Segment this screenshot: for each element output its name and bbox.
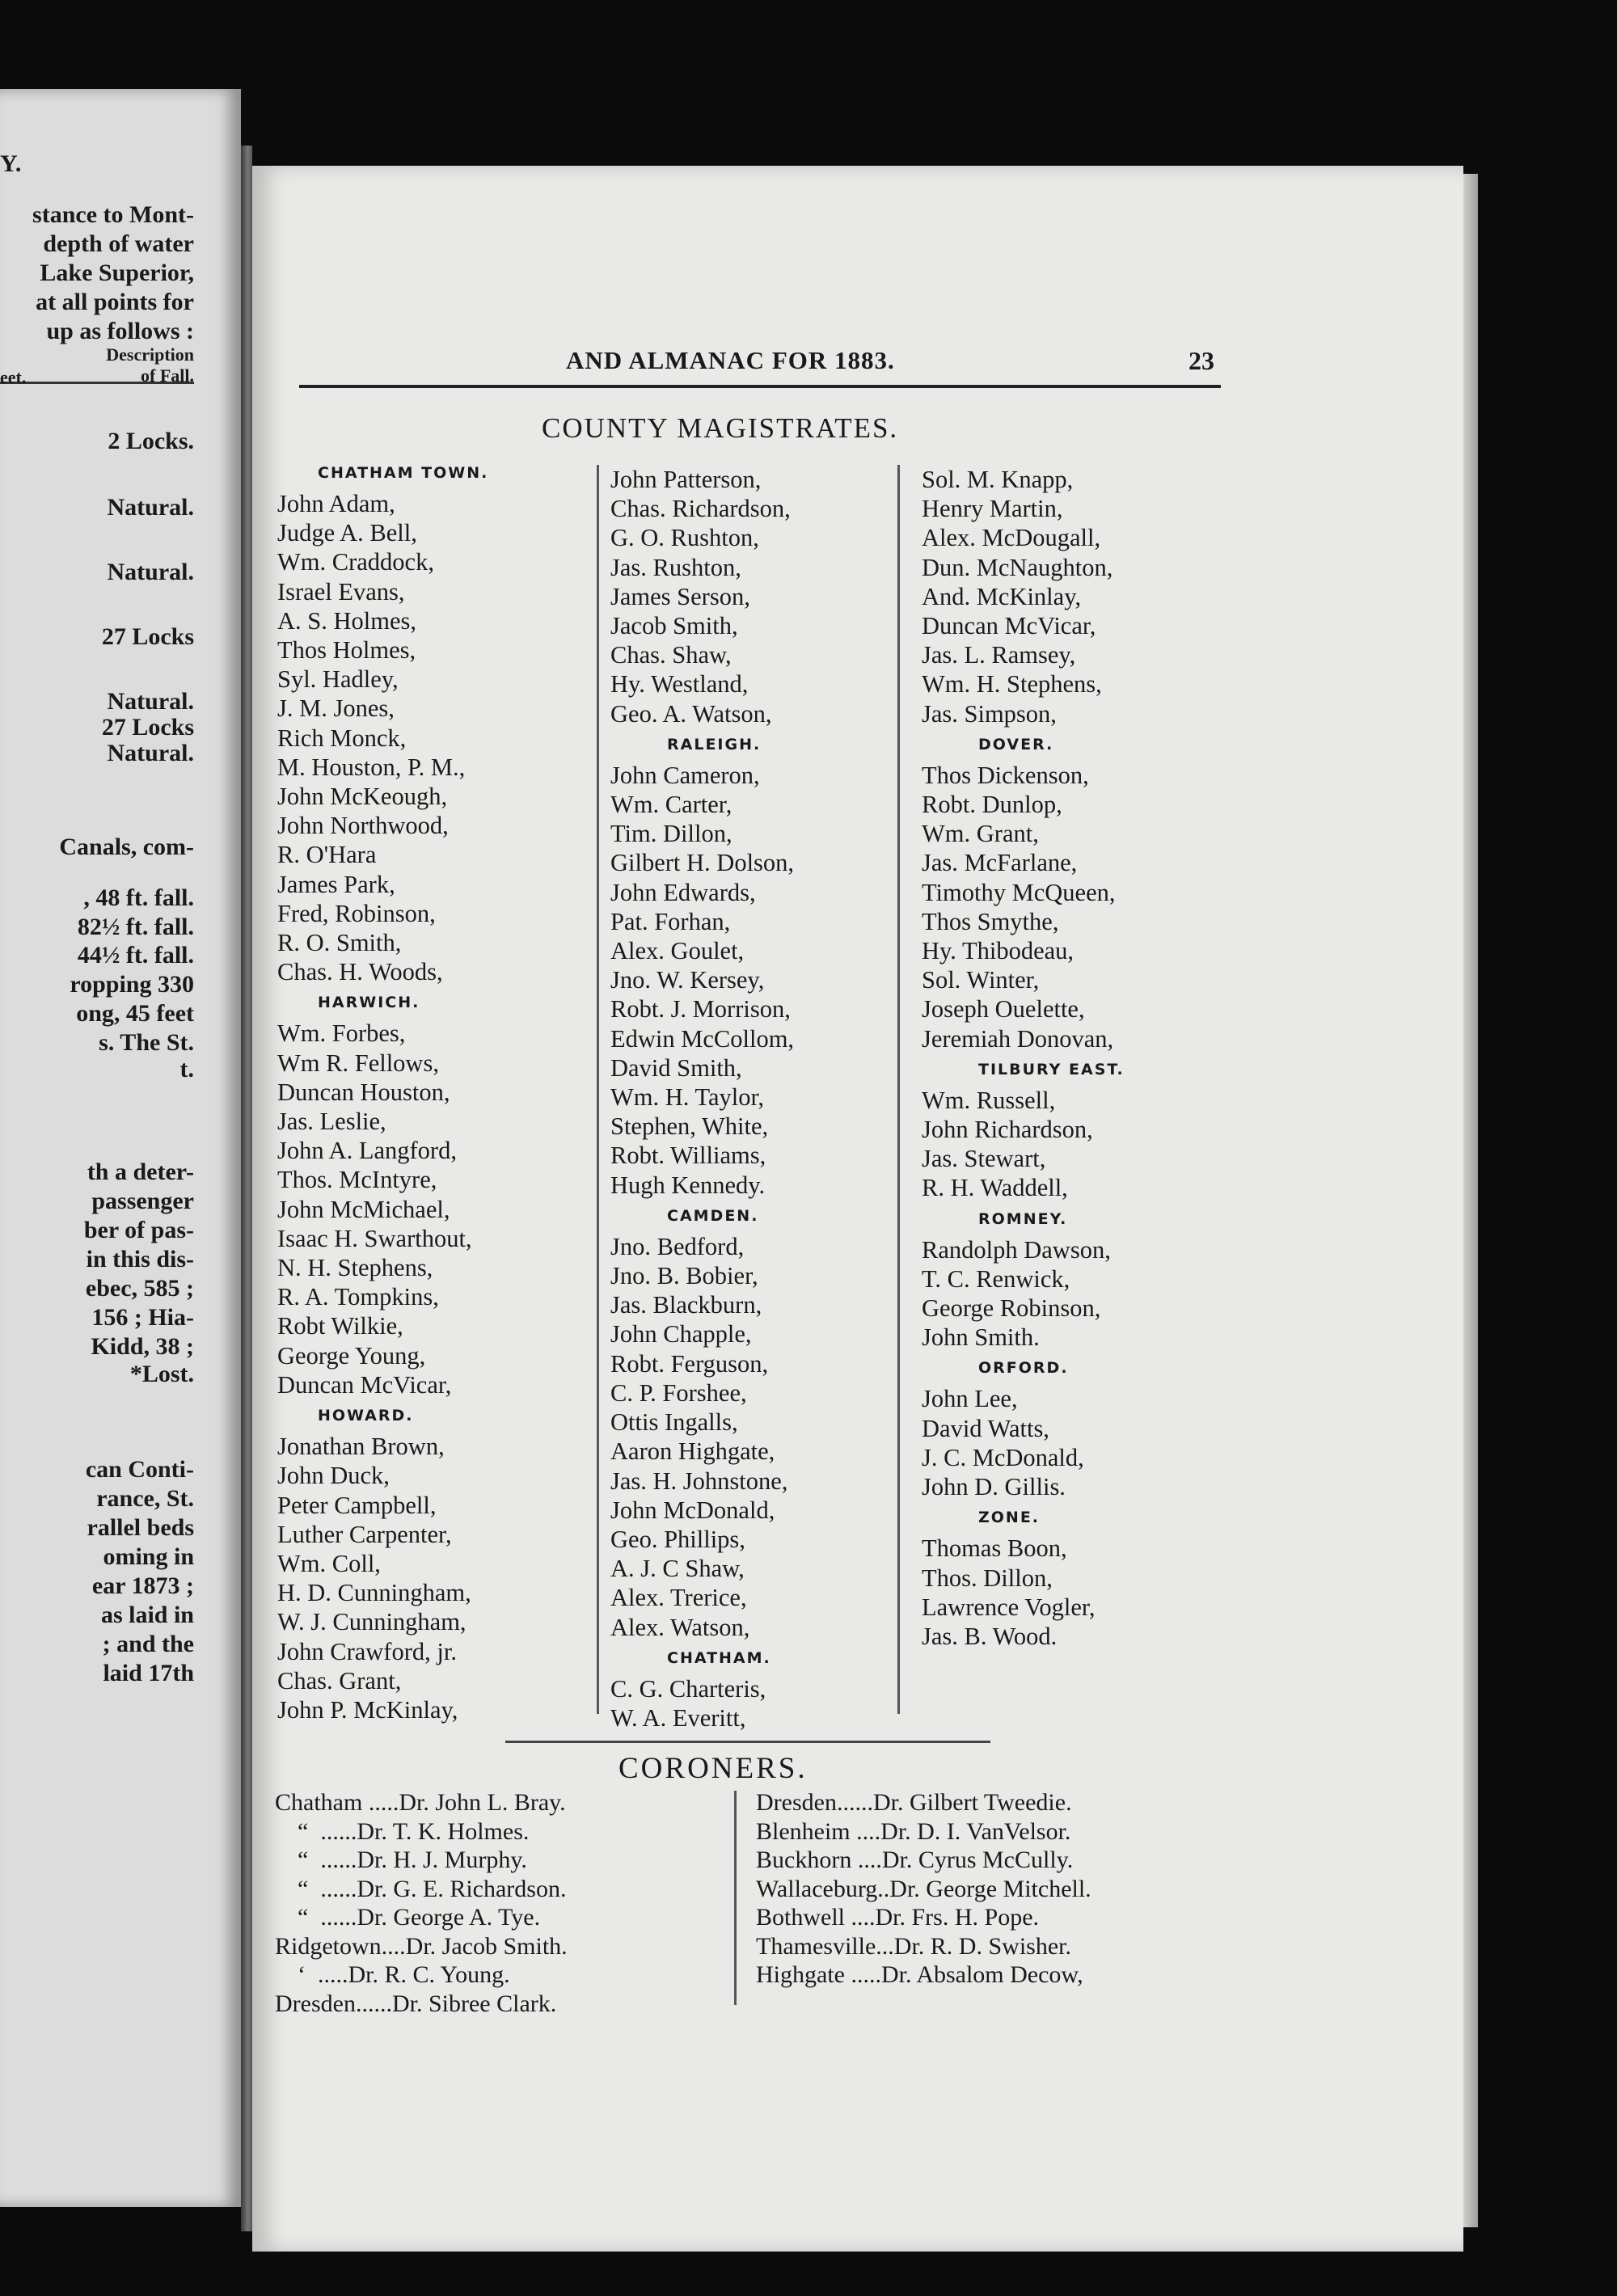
magistrates-column-1 [277,457,488,1724]
coroner-place: Ridgetown [275,1932,382,1960]
magistrates-column-3 [922,465,1125,1651]
magistrate-name: Jacob Smith, [610,612,738,640]
left-page-line: stance to Mont- [32,201,194,228]
left-page-line: in this dis- [86,1246,194,1273]
left-page-line: 44½ ft. fall. [77,942,194,969]
township-heading: HARWICH. [318,994,420,1012]
magistrate-name: Thos Dickenson, [922,761,1089,789]
left-page-line: rallel beds [87,1514,194,1541]
coroner-row [756,1960,1091,1990]
magistrate-name: John Crawford, jr. [277,1637,457,1665]
magistrate-name: Wm. Russell, [922,1086,1056,1114]
township-heading: ROMNEY. [978,1209,1068,1228]
magistrate-name: A. J. C Shaw, [610,1555,745,1583]
magistrate-name: Chas. Shaw, [610,641,732,669]
magistrate-name: Luther Carpenter, [277,1520,452,1548]
coroners-right-list [756,1788,1091,1990]
magistrate-name: Sol. M. Knapp, [922,466,1074,493]
coroner-place: Chatham [275,1789,363,1816]
coroner-name: Dr. John L. Bray. [399,1789,566,1816]
leader-dots: ..... [362,1789,399,1816]
magistrate-name: Jno. Bedford, [610,1232,745,1260]
magistrate-name: John Patterson, [610,466,762,493]
magistrate-name: Hy. Westland, [610,670,749,699]
coroner-name: Dr. Gilbert Tweedie. [872,1789,1072,1816]
left-page-line: laid 17th [103,1660,194,1686]
magistrate-name: Jas. L. Ramsey, [922,641,1076,669]
coroner-row [275,1846,568,1875]
magistrate-name: John McDonald, [610,1496,775,1524]
left-page-line: t. [179,1056,194,1083]
magistrate-name: Jas. Stewart, [922,1145,1046,1173]
coroner-row [275,1932,568,1961]
left-page-line: Lake Superior, [40,260,194,286]
left-page-line: 2 Locks. [108,428,194,454]
magistrate-name: Wm. Carter, [610,791,733,819]
magistrate-name: W. A. Everitt, [610,1703,746,1732]
magistrate-name: Syl. Hadley, [277,665,399,694]
magistrate-name: George Young, [277,1341,426,1370]
magistrate-name: Duncan Houston, [277,1078,450,1106]
coroner-row [756,1932,1091,1961]
coroner-name: Dr. T. K. Holmes. [357,1817,530,1845]
magistrate-name: George Robinson, [922,1294,1101,1323]
left-page-line: can Conti- [85,1456,194,1483]
coroner-place: “ [298,1904,309,1931]
magistrate-name: Timothy McQueen, [922,878,1116,906]
magistrate-name: R. O. Smith, [277,929,402,957]
left-page-line: Natural. [107,494,194,521]
magistrate-name: C. G. Charteris, [610,1674,766,1703]
township-heading: CHATHAM TOWN. [318,464,489,482]
leader-dots: ...... [355,1990,392,2017]
leader-dots: .... [845,1904,876,1931]
magistrate-name: Stephen, White, [610,1112,769,1141]
left-page-line: Natural. [107,559,194,585]
magistrate-name: Thos Holmes, [277,636,416,665]
magistrate-name: Wm. Forbes, [277,1019,406,1048]
magistrate-name: Jas. Simpson, [922,699,1057,728]
magistrate-name: Lawrence Vogler, [922,1593,1096,1621]
left-page-line: s. The St. [99,1029,194,1056]
magistrate-name: John Duck, [277,1462,390,1490]
magistrate-name: Thos. McIntyre, [277,1166,437,1194]
leader-dots: .... [381,1932,406,1960]
township-heading: RALEIGH. [667,735,762,753]
leader-dots: ...... [308,1875,357,1902]
magistrate-name: Hugh Kennedy. [610,1171,766,1199]
township-heading: TILBURY EAST. [978,1060,1125,1078]
leader-dots: ..... [306,1961,348,1988]
coroner-name: Dr. R. C. Young. [348,1961,510,1988]
magistrate-name: G. O. Rushton, [610,524,759,552]
coroner-row [756,1817,1091,1847]
magistrate-name: Jno. B. Bobier, [610,1262,758,1290]
left-page-line: of Fall. [141,365,194,386]
magistrate-name: John Chapple, [610,1320,752,1348]
township-heading: CAMDEN. [667,1206,759,1225]
left-page-line: th a deter- [87,1159,194,1185]
magistrate-name: Chas. H. Woods, [277,958,443,986]
left-page-line: as laid in [100,1602,194,1628]
magistrate-name: David Watts, [922,1414,1049,1442]
left-page-line: *Lost. [129,1361,194,1387]
magistrate-name: Jas. B. Wood. [922,1622,1058,1650]
coroner-row [756,1846,1091,1875]
magistrate-name: Thomas Boon, [922,1534,1067,1563]
leader-dots: .. [877,1875,890,1902]
left-page-line: 27 Locks [101,623,194,650]
left-page-line: depth of water [43,230,194,257]
magistrate-name: M. Houston, P. M., [277,753,466,781]
column-divider [897,465,900,1714]
magistrate-name: Jno. W. Kersey, [610,966,765,994]
leader-dots: ...... [308,1904,357,1931]
coroner-row [275,1788,568,1817]
magistrate-name: Alex. Trerice, [610,1584,747,1612]
magistrate-name: R. A. Tompkins, [277,1283,439,1311]
magistrate-name: Jonathan Brown, [277,1433,445,1461]
magistrate-name: Wm. Coll, [277,1549,381,1577]
magistrate-name: C. P. Forshee, [610,1378,747,1407]
coroner-place: Wallaceburg [756,1875,878,1902]
running-head: AND ALMANAC FOR 1883. [566,346,895,374]
magistrate-name: Jas. McFarlane, [922,849,1078,877]
magistrate-name: Israel Evans, [277,577,405,606]
township-heading: DOVER. [978,735,1054,753]
left-page-line: ear 1873 ; [91,1572,194,1599]
magistrate-name: R. O'Hara [277,841,377,869]
coroner-name: Dr. George Mitchell. [889,1875,1091,1902]
coroners-divider [734,1791,737,2005]
magistrate-name: Sol. Winter, [922,966,1040,994]
column-divider [597,465,599,1714]
magistrate-name: Alex. McDougall, [922,524,1101,552]
magistrate-name: Rich Monck, [277,724,407,752]
coroner-name: Dr. Sibree Clark. [391,1990,557,2017]
coroner-row [275,1960,568,1990]
coroner-name: Dr. G. E. Richardson. [357,1875,567,1902]
magistrate-name: John Edwards, [610,878,756,906]
magistrate-name: John A. Langford, [277,1137,457,1165]
magistrate-name: Wm. H. Stephens, [922,670,1102,699]
left-page-line: 156 ; Hia- [91,1304,194,1331]
coroner-name: Dr. Frs. H. Pope. [875,1904,1040,1931]
magistrate-name: Thos Smythe, [922,907,1059,935]
coroner-place: Buckhorn [756,1847,852,1873]
left-page-line: 27 Locks [101,714,194,741]
magistrate-name: Wm R. Fellows, [277,1049,439,1077]
left-page-line: ong, 45 feet [76,1000,194,1027]
coroner-place: Dresden [275,1990,356,2017]
left-page-line: Canals, com- [59,834,194,860]
coroner-place: Bothwell [756,1904,845,1931]
coroner-name: Dr. H. J. Murphy. [357,1847,527,1873]
left-page-line: , 48 ft. fall. [83,884,194,911]
magistrate-name: John McMichael, [277,1195,450,1223]
coroner-name: Dr. Absalom Decow, [880,1961,1083,1988]
coroner-name: Dr. Cyrus McCully. [881,1847,1074,1873]
magistrate-name: W. J. Cunningham, [277,1608,467,1636]
leader-dots: ... [876,1932,894,1960]
coroner-row [275,1990,568,2019]
magistrate-name: Robt. Ferguson, [610,1349,769,1378]
coroners-left-list [275,1788,568,2018]
magistrate-name: Gilbert H. Dolson, [610,849,795,877]
magistrate-name: John Smith. [922,1323,1040,1352]
magistrate-name: Wm. Grant, [922,820,1039,848]
coroner-place: “ [298,1875,309,1902]
magistrates-column-2 [610,465,794,1733]
left-page-line: up as follows : [46,318,194,344]
coroner-row [756,1788,1091,1817]
magistrate-name: Robt Wilkie, [277,1312,403,1340]
magistrate-name: John Cameron, [610,761,760,789]
leader-dots: ...... [308,1817,357,1845]
magistrate-name: Robt. Williams, [610,1142,766,1170]
left-page-line: passenger [91,1188,194,1214]
coroner-name: Dr. Jacob Smith. [405,1932,568,1960]
left-page-line: rance, St. [96,1485,194,1512]
magistrate-name: Duncan McVicar, [922,612,1096,640]
magistrate-name: John McKeough, [277,783,448,811]
coroner-place: Thamesville [756,1932,876,1960]
magistrate-name: H. D. Cunningham, [277,1579,471,1607]
left-page-line: ber of pas- [83,1217,194,1243]
coroner-name: Dr. R. D. Swisher. [893,1932,1071,1960]
magistrate-name: Ottis Ingalls, [610,1408,738,1437]
left-page-line: Kidd, 38 ; [91,1333,194,1360]
magistrate-name: A. S. Holmes, [277,606,416,635]
magistrate-name: David Smith, [610,1053,742,1082]
magistrate-name: Jas. Blackburn, [610,1291,762,1319]
coroner-place: “ [298,1817,309,1845]
leader-dots: .... [851,1847,882,1873]
magistrate-name: John Northwood, [277,812,449,840]
township-heading: CHATHAM. [667,1648,771,1667]
coroner-row [756,1903,1091,1932]
magistrate-name: Alex. Goulet, [610,937,745,965]
magistrate-name: Jas. H. Johnstone, [610,1467,788,1495]
magistrate-name: Judge A. Bell, [277,519,417,547]
page-edge [1463,174,1478,2227]
magistrate-name: James Serson, [610,582,750,610]
magistrate-name: Wm. Craddock, [277,548,434,576]
magistrate-name: Robt. J. Morrison, [610,995,791,1023]
magistrate-name: John Richardson, [922,1116,1093,1144]
magistrate-name: Peter Campbell, [277,1491,437,1519]
magistrate-name: R. H. Waddell, [922,1174,1068,1202]
magistrate-name: John D. Gillis. [922,1473,1066,1501]
coroner-place: “ [298,1847,309,1873]
left-page-line: eet. [0,367,27,387]
magistrate-name: Wm. H. Taylor, [610,1083,765,1112]
magistrate-name: John Adam, [277,490,395,517]
leader-dots: ..... [844,1961,881,1988]
magistrate-name: Dun. McNaughton, [922,553,1113,581]
leader-dots: .... [850,1817,881,1845]
left-page-line: ; and the [102,1631,194,1657]
magistrate-name: Joseph Ouelette, [922,995,1085,1023]
magistrate-name: Geo. A. Watson, [610,699,772,728]
magistrate-name: Isaac H. Swarthout, [277,1224,472,1252]
magistrate-name: And. McKinlay, [922,582,1082,610]
left-page-line: at all points for [36,289,194,315]
magistrate-name: Geo. Phillips, [610,1525,745,1553]
magistrate-name: Randolph Dawson, [922,1235,1111,1264]
magistrate-name: Alex. Watson, [610,1613,750,1641]
coroner-name: Dr. George A. Tye. [357,1904,541,1931]
township-heading: ZONE. [978,1509,1041,1527]
header-rule [299,385,1221,388]
township-heading: HOWARD. [318,1407,414,1425]
coroner-row [275,1903,568,1932]
coroner-row [756,1875,1091,1904]
magistrate-name: Jas. Rushton, [610,553,741,581]
left-page-line: ebec, 585 ; [85,1275,194,1302]
coroner-place: ‘ [298,1961,306,1988]
magistrate-name: J. C. McDonald, [922,1443,1084,1471]
left-page-line: Natural. [107,688,194,715]
magistrate-name: Thos. Dillon, [922,1564,1053,1592]
left-page-line: Natural. [107,740,194,766]
left-page-fragment [0,89,241,2207]
left-page-line: 82½ ft. fall. [77,914,194,940]
magistrate-name: Edwin McCollom, [610,1024,795,1053]
coroner-row [275,1817,568,1847]
magistrate-name: Pat. Forhan, [610,907,731,935]
magistrate-name: J. M. Jones, [277,694,395,723]
left-page-line: ropping 330 [70,971,194,998]
magistrate-name: Hy. Thibodeau, [922,937,1074,965]
magistrate-name: N. H. Stephens, [277,1254,433,1282]
coroners-rule [505,1741,990,1743]
magistrate-name: Chas. Grant, [277,1666,402,1695]
magistrate-name: John Lee, [922,1385,1018,1413]
coroners-title: CORONERS. [619,1752,808,1785]
coroner-place: Dresden [756,1789,837,1816]
magistrate-name: Robt. Dunlop, [922,791,1062,819]
coroner-row [275,1875,568,1904]
magistrate-name: Fred, Robinson, [277,899,436,927]
left-page-line: Y. [0,150,22,177]
coroner-place: Highgate [756,1961,845,1988]
page-number: 23 [1188,346,1214,375]
leader-dots: ...... [836,1789,873,1816]
magistrate-name: James Park, [277,870,395,898]
magistrate-name: Duncan McVicar, [277,1370,452,1399]
magistrate-name: Tim. Dillon, [610,820,733,848]
magistrate-name: Jeremiah Donovan, [922,1024,1114,1053]
magistrate-name: Jas. Leslie, [277,1108,386,1136]
coroner-name: Dr. D. I. VanVelsor. [880,1817,1071,1845]
page-title: COUNTY MAGISTRATES. [542,412,899,444]
book-spine [241,146,252,2231]
coroner-place: Blenheim [756,1817,851,1845]
leader-dots: ...... [308,1847,357,1873]
township-heading: ORFORD. [978,1359,1069,1378]
left-page-line: oming in [103,1543,194,1570]
magistrate-name: Aaron Highgate, [610,1437,775,1466]
magistrate-name: T. C. Renwick, [922,1264,1070,1293]
magistrate-name: Chas. Richardson, [610,495,791,523]
magistrate-name: Henry Martin, [922,495,1063,523]
left-page-line: Description [106,344,194,365]
magistrate-name: John P. McKinlay, [277,1695,458,1724]
